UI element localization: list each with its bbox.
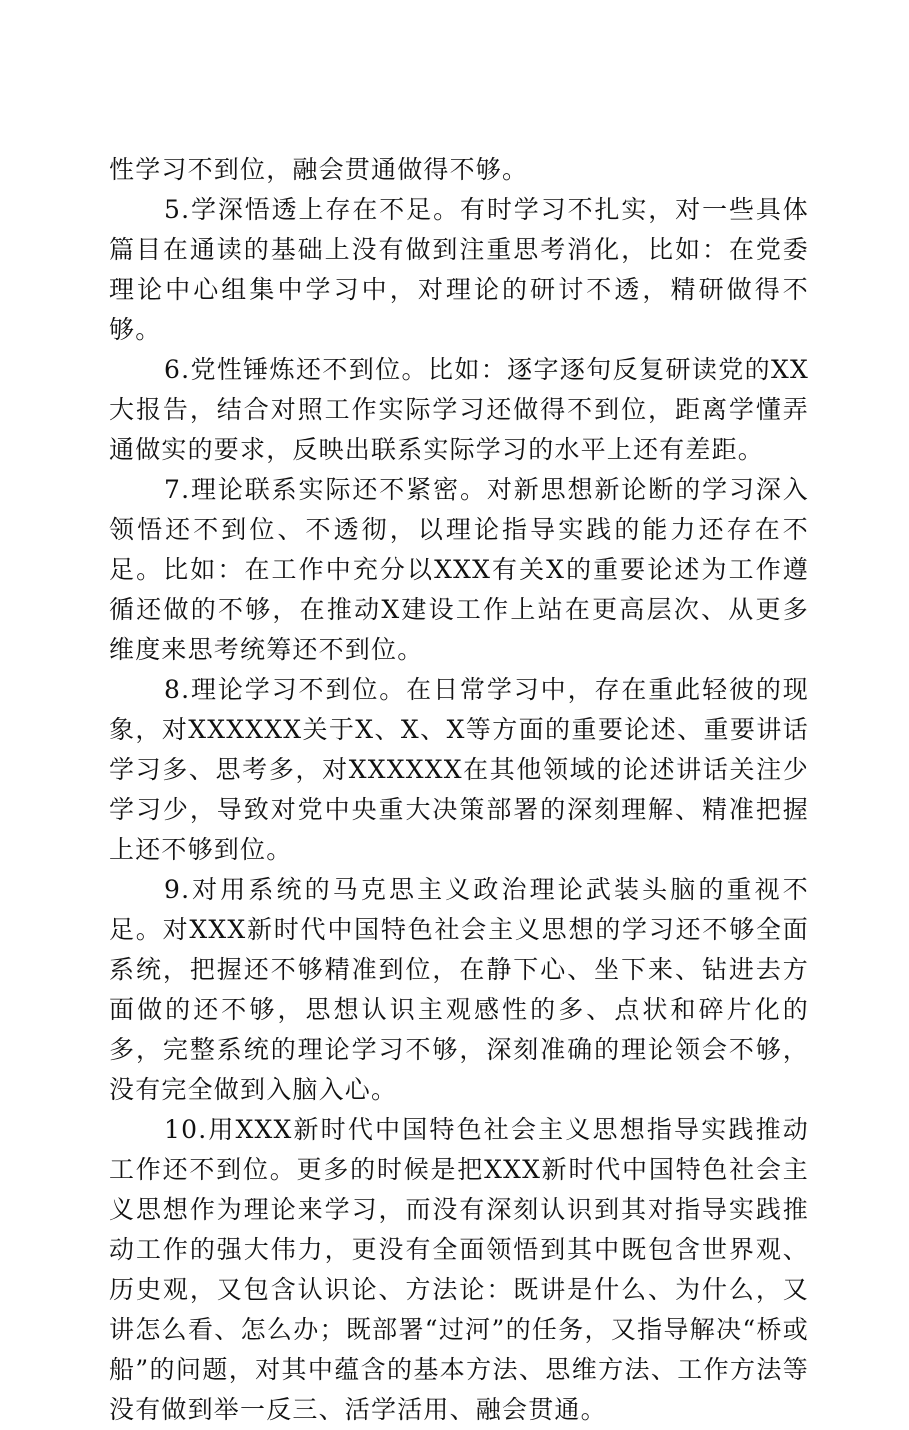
paragraph-item-9: 9.对用系统的马克思主义政治理论武装头脑的重视不足。对XXX新时代中国特色社会主义思想的学习还不够全面系统，把握还不够精准到位，在静下心、坐下来、钻进去方面做的还不够，思想认识主观感性的多、点状和碎片化的多，完整系统的理论学习不够，深刻准确的理论领会不够，没有完全做到入脑入心。 xyxy=(109,875,809,1104)
paragraph-item-8: 8.理论学习不到位。在日常学习中，存在重此轻彼的现象，对XXXXXX关于X、X、X等方面的重要论述、重要讲话学习多、思考多，对XXXXXX在其他领域的论述讲话关注少学习少，导致对党中央重大决策部署的深刻理解、精准把握上还不够到位。 xyxy=(109,675,809,864)
paragraph-continuation: 性学习不到位，融会贯通做得不够。 xyxy=(109,155,529,184)
paragraph-item-5: 5.学深悟透上存在不足。有时学习不扎实，对一些具体篇目在通读的基础上没有做到注重思考消化，比如：在党委理论中心组集中学习中，对理论的研讨不透，精研做得不够。 xyxy=(109,195,809,344)
paragraph-item-10: 10.用XXX新时代中国特色社会主义思想指导实践推动工作还不到位。更多的时候是把XXX新时代中国特色社会主义思想作为理论来学习，而没有深刻认识到其对指导实践推动工作的强大伟力，更没有全面领悟到其中既包含世界观、历史观，又包含认识论、方法论：既讲是什么、为什么，又讲怎么看、怎么办；既部署“过河”的任务，又指导解决“桥或船”的问题，对其中蕴含的基本方法、思维方法、工作方法等没有做到举一反三、活学活用、融会贯通。 xyxy=(109,1115,809,1424)
document-body xyxy=(109,150,809,1430)
paragraph-item-7: 7.理论联系实际还不紧密。对新思想新论断的学习深入领悟还不到位、不透彻，以理论指导实践的能力还存在不足。比如：在工作中充分以XXX有关X的重要论述为工作遵循还做的不够，在推动X建设工作上站在更高层次、从更多维度来思考统筹还不到位。 xyxy=(109,475,809,664)
paragraph-item-6: 6.党性锤炼还不到位。比如：逐字逐句反复研读党的XX大报告，结合对照工作实际学习还做得不到位，距离学懂弄通做实的要求，反映出联系实际学习的水平上还有差距。 xyxy=(109,355,809,464)
